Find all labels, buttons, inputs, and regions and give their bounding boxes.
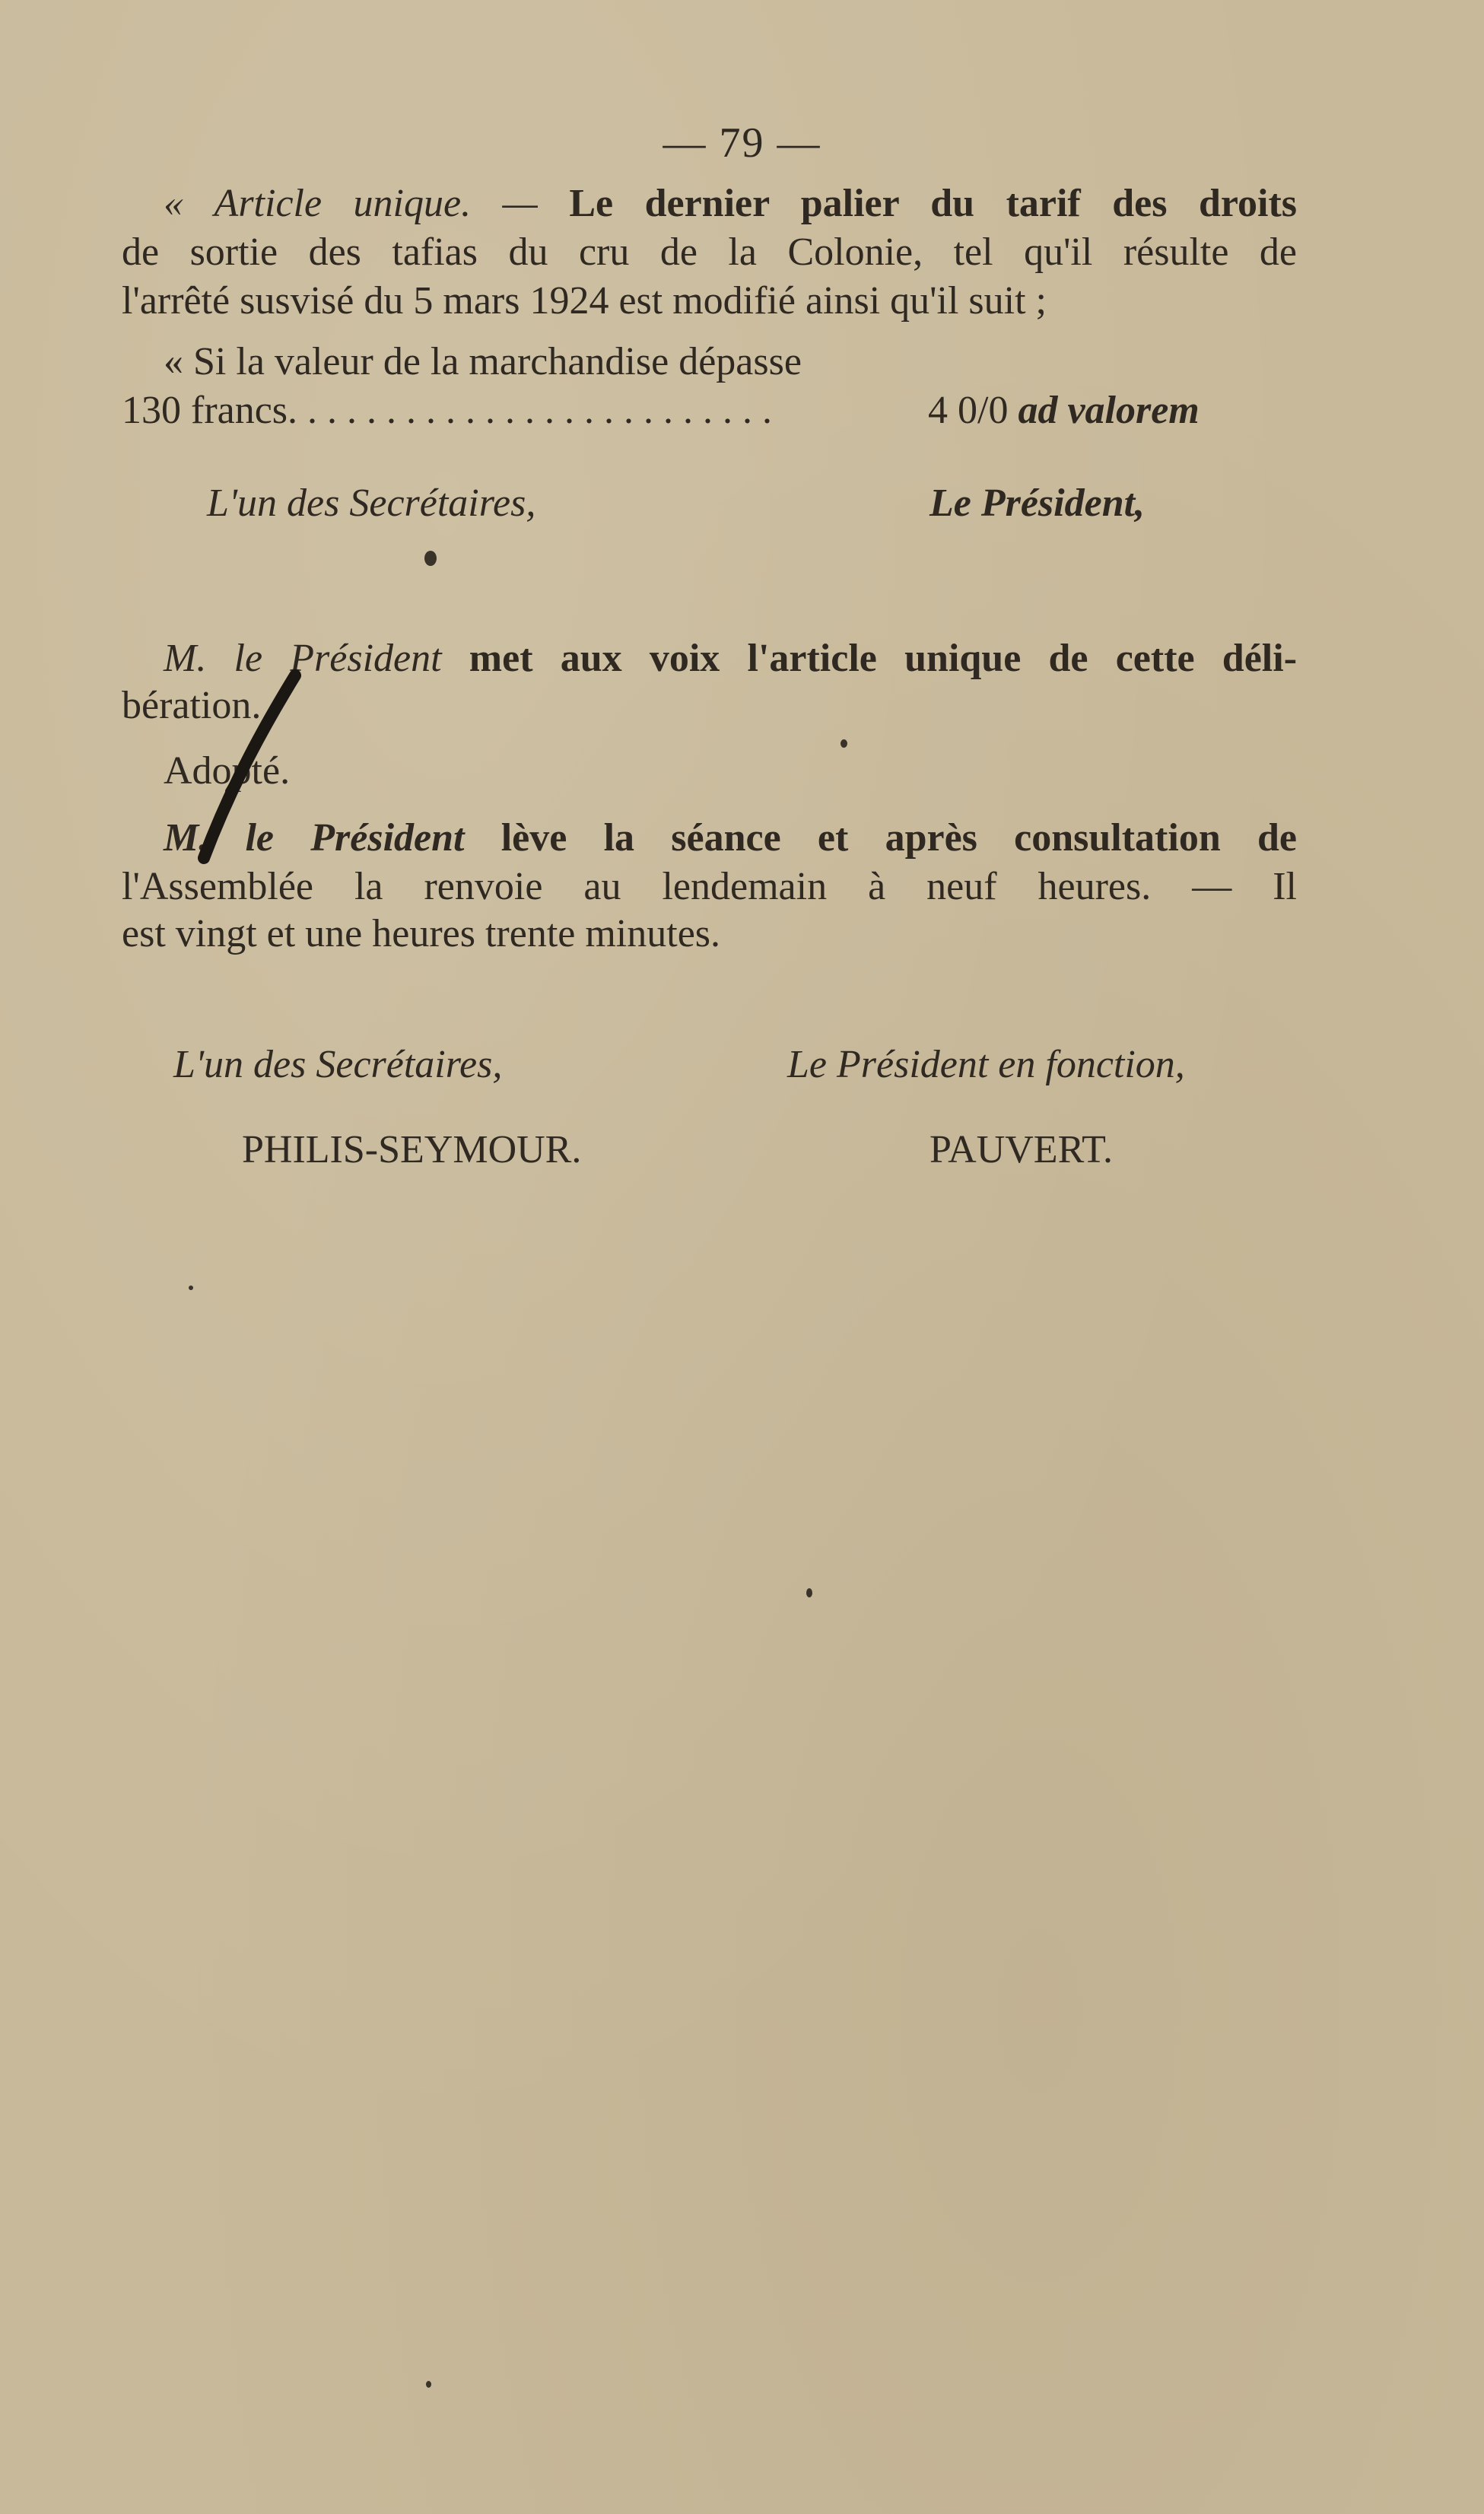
page-number: — 79 — <box>663 119 821 167</box>
tariff-line-1: « Si la valeur de la marchandise dépasse <box>164 340 802 383</box>
article-line-1 <box>164 181 1297 227</box>
tariff-line-2-right <box>928 388 1200 434</box>
tariff-ad-valorem: ad valorem <box>1018 389 1200 432</box>
vote-line-2: bération. <box>122 684 262 727</box>
closing-president: M. le Président <box>164 816 465 860</box>
speck <box>189 1286 193 1290</box>
president-name: PAUVERT. <box>929 1128 1114 1171</box>
article-line-2: de sortie des tafias du cru de la Colonie, tel qu'il résulte de <box>122 230 1297 274</box>
article-line-1-text: Le dernier palier du tarif des droits <box>569 182 1298 225</box>
vote-line-1-text: met aux voix l'article unique de cette déli- <box>469 637 1298 680</box>
closing-line-2: l'Assemblée la renvoie au lendemain à neuf heures. — Il <box>122 865 1297 908</box>
article-label: « Article unique. — <box>164 182 538 225</box>
secretary-name: PHILIS-SEYMOUR. <box>242 1128 582 1171</box>
vote-line-1 <box>164 636 1297 682</box>
secretary-title-1: L'un des Secrétaires, <box>207 482 536 525</box>
tariff-rate: 4 0/0 <box>928 389 1009 432</box>
secretary-title-2: L'un des Secrétaires, <box>173 1043 503 1086</box>
speck <box>841 739 847 748</box>
closing-line-1-text: lève la séance et après consultation de <box>500 816 1297 860</box>
article-line-3: l'arrêté susvisé du 5 mars 1924 est modifié ainsi qu'il suit ; <box>122 279 1047 323</box>
speck <box>806 1588 812 1597</box>
speck <box>426 2381 431 2388</box>
adopted-line: Adopté. <box>164 749 291 793</box>
tariff-line-2-left: 130 francs. . . . . . . . . . . . . . . . . . . . . . . . . <box>122 389 773 432</box>
president-title-2: Le Président en fonction, <box>787 1043 1185 1086</box>
vote-president: M. le Président <box>164 637 442 680</box>
closing-line-3: est vingt et une heures trente minutes. <box>122 912 721 955</box>
president-title-1: Le Président, <box>929 482 1146 525</box>
ink-dot <box>424 551 437 566</box>
closing-line-1 <box>164 815 1297 861</box>
